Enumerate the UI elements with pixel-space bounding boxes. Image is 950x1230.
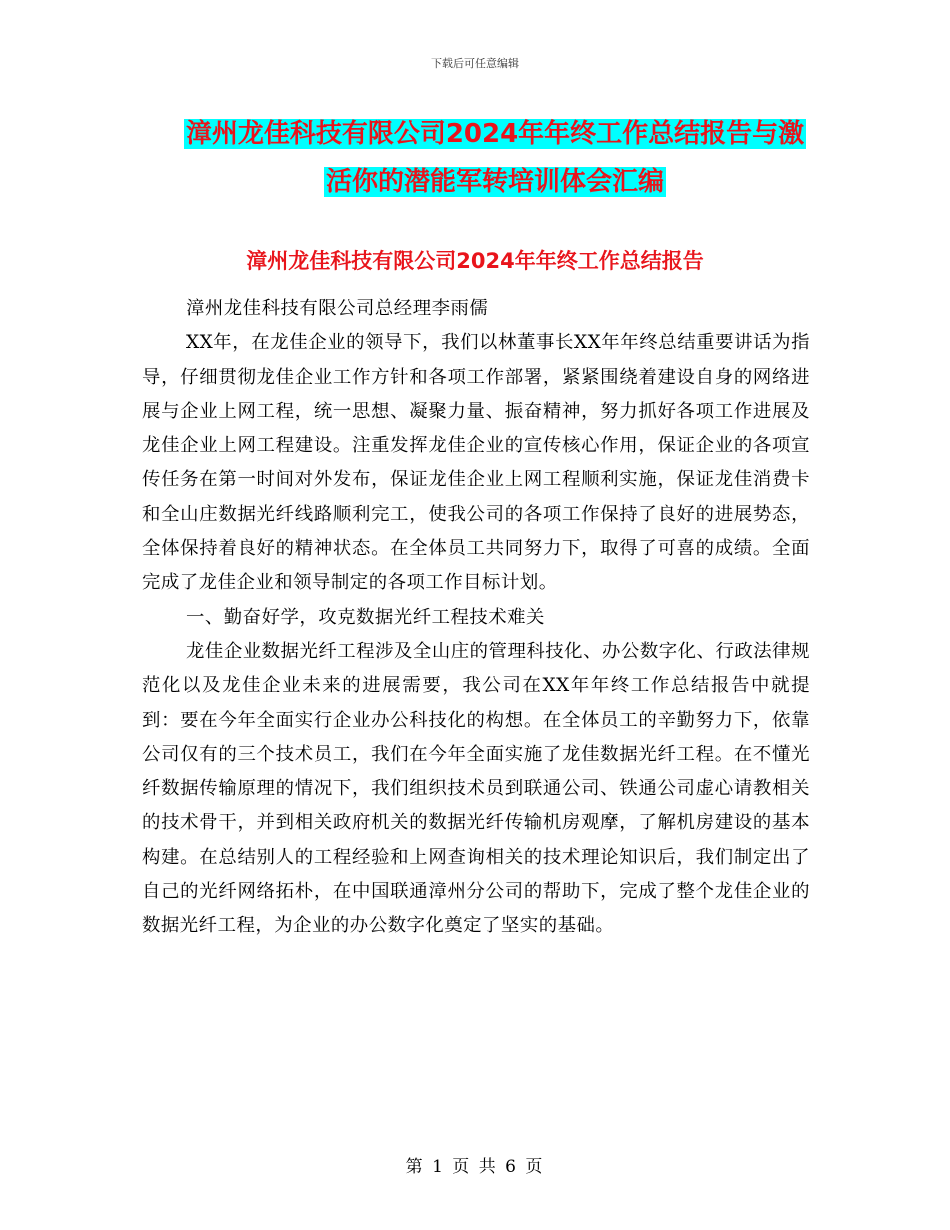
page-number: 第 1 页 共 6 页 — [405, 1157, 545, 1177]
section-heading: 一、勤奋好学，攻克数据光纤工程技术难关 — [186, 606, 545, 628]
document-main-title — [145, 110, 845, 206]
document-body — [142, 292, 810, 944]
main-title-line-2: 活你的潜能军转培训体会汇编 — [325, 167, 664, 197]
report-subtitle: 漳州龙佳科技有限公司2024年年终工作总结报告 — [246, 249, 704, 273]
header-note: 下载后可任意编辑 — [431, 57, 519, 70]
author-line: 漳州龙佳科技有限公司总经理李雨儒 — [186, 298, 489, 319]
body-paragraph: XX年，在龙佳企业的领导下，我们以林董事长XX年年终总结重要讲话为指导，仔细贯彻龙佳企业工作方针和各项工作部署，紧紧围绕着建设自身的网络进展与企业上网工程，统一思想、凝聚力量、振奋精神，努力抓好各项工作进展及龙佳企业上网工程建设。注重发挥龙佳企业的宣传核心作用，保证企业的各项宣传任务在第一时间对外发布，保证龙佳企业上网工程顺利实施，保证龙佳消费卡和全山庄数据光纤线路顺利完工，使我公司的各项工作保持了良好的进展势态，全体保持着良好的精神状态。在全体员工共同努力下，取得了可喜的成绩。全面完成了龙佳企业和领导制定的各项工作目标计划。 — [142, 332, 810, 594]
main-title-line-1: 漳州龙佳科技有限公司2024年年终工作总结报告与激 — [185, 119, 805, 149]
body-paragraph: 龙佳企业数据光纤工程涉及全山庄的管理科技化、办公数字化、行政法律规范化以及龙佳企业未来的进展需要，我公司在XX年年终工作总结报告中就提到：要在今年全面实行企业办公科技化的构想。在全体员工的辛勤努力下，依靠公司仅有的三个技术员工，我们在今年全面实施了龙佳数据光纤工程。在不懂光纤数据传输原理的情况下，我们组织技术员到联通公司、铁通公司虚心请教相关的技术骨干，并到相关政府机关的数据光纤传输机房观摩，了解机房建设的基本构建。在总结别人的工程经验和上网查询相关的技术理论知识后，我们制定出了自己的光纤网络拓朴，在中国联通漳州分公司的帮助下，完成了整个龙佳企业的数据光纤工程，为企业的办公数字化奠定了坚实的基础。 — [142, 640, 810, 937]
